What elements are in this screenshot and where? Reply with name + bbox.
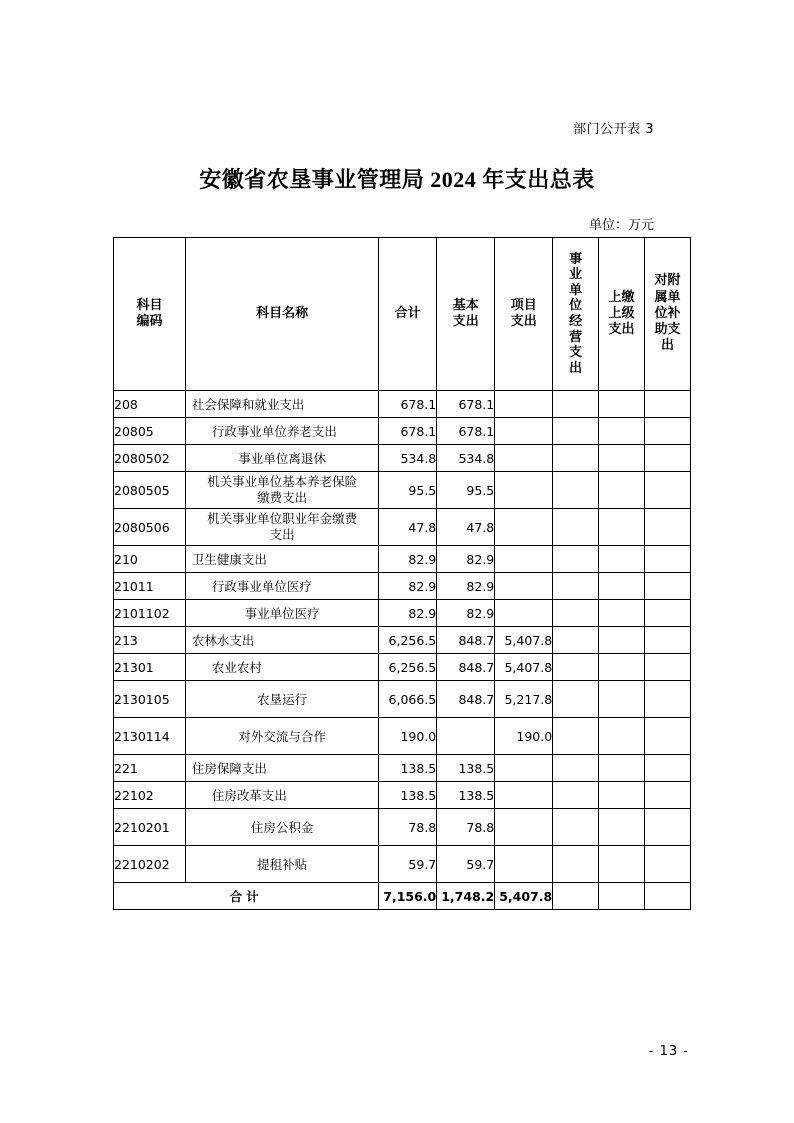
cell-code: 221 (114, 755, 186, 782)
cell-operating (553, 718, 599, 755)
cell-name: 对外交流与合作 (185, 718, 378, 755)
table-row (114, 546, 691, 573)
cell-total: 534.8 (379, 445, 437, 472)
cell-name: 事业单位医疗 (185, 600, 378, 627)
cell-total: 6,256.5 (379, 654, 437, 681)
cell-operating (553, 846, 599, 883)
column-header-upper: 上缴上级支出 (599, 238, 645, 391)
table-row (114, 782, 691, 809)
cell-name: 社会保障和就业支出 (185, 391, 378, 418)
column-header-project: 项目支出 (495, 238, 553, 391)
cell-total: 78.8 (379, 809, 437, 846)
cell-project (495, 846, 553, 883)
page-title: 安徽省农垦事业管理局 2024 年支出总表 (199, 167, 595, 192)
cell-total: 6,066.5 (379, 681, 437, 718)
cell-upper (599, 718, 645, 755)
cell-operating (553, 681, 599, 718)
cell-upper (599, 573, 645, 600)
cell-upper (599, 782, 645, 809)
cell-basic: 95.5 (437, 472, 495, 509)
cell-basic: 78.8 (437, 809, 495, 846)
cell-basic: 138.5 (437, 782, 495, 809)
cell-project (495, 509, 553, 546)
cell-name: 农林水支出 (185, 627, 378, 654)
cell-upper (599, 883, 645, 910)
cell-project (495, 755, 553, 782)
cell-total: 678.1 (379, 418, 437, 445)
cell-name: 住房保障支出 (185, 755, 378, 782)
cell-name: 事业单位离退休 (185, 445, 378, 472)
cell-basic: 848.7 (437, 627, 495, 654)
cell-subsidy (644, 627, 690, 654)
cell-total: 82.9 (379, 600, 437, 627)
cell-total: 138.5 (379, 755, 437, 782)
page-number: - 13 - (648, 1044, 689, 1059)
form-label: 部门公开表 3 (573, 122, 654, 137)
cell-project: 5,407.8 (495, 627, 553, 654)
cell-project: 5,407.8 (495, 883, 553, 910)
cell-basic: 678.1 (437, 418, 495, 445)
table-row (114, 809, 691, 846)
cell-upper (599, 681, 645, 718)
cell-total: 47.8 (379, 509, 437, 546)
cell-total: 190.0 (379, 718, 437, 755)
cell-upper (599, 445, 645, 472)
cell-upper (599, 755, 645, 782)
table-row (114, 681, 691, 718)
cell-total: 6,256.5 (379, 627, 437, 654)
cell-code: 213 (114, 627, 186, 654)
cell-project (495, 391, 553, 418)
cell-project (495, 782, 553, 809)
cell-code: 2210201 (114, 809, 186, 846)
cell-basic: 678.1 (437, 391, 495, 418)
cell-basic: 138.5 (437, 755, 495, 782)
cell-upper (599, 509, 645, 546)
cell-operating (553, 883, 599, 910)
cell-project (495, 600, 553, 627)
cell-upper (599, 846, 645, 883)
cell-project (495, 445, 553, 472)
cell-name: 卫生健康支出 (185, 546, 378, 573)
table-row (114, 418, 691, 445)
column-header-code: 科目编码 (114, 238, 186, 391)
cell-subsidy (644, 809, 690, 846)
cell-code: 2101102 (114, 600, 186, 627)
cell-subsidy (644, 883, 690, 910)
cell-subsidy (644, 718, 690, 755)
cell-basic: 848.7 (437, 681, 495, 718)
cell-basic: 82.9 (437, 546, 495, 573)
cell-upper (599, 418, 645, 445)
cell-operating (553, 472, 599, 509)
cell-subsidy (644, 546, 690, 573)
cell-total: 59.7 (379, 846, 437, 883)
cell-operating (553, 654, 599, 681)
cell-code: 2080506 (114, 509, 186, 546)
cell-subsidy (644, 472, 690, 509)
cell-code: 2130114 (114, 718, 186, 755)
cell-code: 2210202 (114, 846, 186, 883)
cell-subsidy (644, 418, 690, 445)
cell-project: 5,407.8 (495, 654, 553, 681)
cell-subsidy (644, 846, 690, 883)
cell-operating (553, 627, 599, 654)
cell-operating (553, 809, 599, 846)
cell-total: 82.9 (379, 546, 437, 573)
cell-code: 208 (114, 391, 186, 418)
cell-name: 提租补贴 (185, 846, 378, 883)
cell-upper (599, 600, 645, 627)
cell-project: 5,217.8 (495, 681, 553, 718)
cell-project (495, 573, 553, 600)
table-row (114, 718, 691, 755)
cell-operating (553, 573, 599, 600)
table-row (114, 627, 691, 654)
cell-project (495, 472, 553, 509)
cell-upper (599, 472, 645, 509)
table-total-row (114, 883, 691, 910)
cell-subsidy (644, 755, 690, 782)
cell-project (495, 809, 553, 846)
cell-subsidy (644, 654, 690, 681)
cell-code: 2130105 (114, 681, 186, 718)
cell-upper (599, 546, 645, 573)
table-body (114, 391, 691, 910)
cell-total-label: 合计 (114, 883, 379, 910)
cell-subsidy (644, 445, 690, 472)
cell-code: 22102 (114, 782, 186, 809)
cell-code: 210 (114, 546, 186, 573)
cell-code: 21301 (114, 654, 186, 681)
cell-subsidy (644, 391, 690, 418)
cell-upper (599, 654, 645, 681)
cell-name: 农业农村 (185, 654, 378, 681)
table-row (114, 573, 691, 600)
cell-upper (599, 809, 645, 846)
cell-project (495, 546, 553, 573)
cell-code: 2080505 (114, 472, 186, 509)
cell-total: 138.5 (379, 782, 437, 809)
column-header-operating: 事业单位经营支出 (553, 238, 599, 391)
cell-total: 7,156.0 (379, 883, 437, 910)
cell-name: 行政事业单位医疗 (185, 573, 378, 600)
cell-total: 95.5 (379, 472, 437, 509)
cell-subsidy (644, 573, 690, 600)
cell-upper (599, 627, 645, 654)
cell-name: 农垦运行 (185, 681, 378, 718)
table-row (114, 391, 691, 418)
cell-subsidy (644, 600, 690, 627)
cell-basic: 47.8 (437, 509, 495, 546)
cell-basic: 1,748.2 (437, 883, 495, 910)
cell-operating (553, 391, 599, 418)
cell-code: 2080502 (114, 445, 186, 472)
cell-name: 住房公积金 (185, 809, 378, 846)
table-row (114, 846, 691, 883)
table-row (114, 755, 691, 782)
cell-operating (553, 509, 599, 546)
unit-note: 单位：万元 (588, 218, 654, 233)
column-header-total: 合计 (379, 238, 437, 391)
column-header-subsidy: 对附属单位补助支出 (644, 238, 690, 391)
table-row (114, 445, 691, 472)
table-header-row (114, 238, 691, 391)
cell-name: 机关事业单位职业年金缴费支出 (185, 509, 378, 546)
cell-name: 行政事业单位养老支出 (185, 418, 378, 445)
cell-subsidy (644, 509, 690, 546)
cell-project: 190.0 (495, 718, 553, 755)
cell-operating (553, 755, 599, 782)
cell-basic (437, 718, 495, 755)
cell-operating (553, 546, 599, 573)
table-row (114, 472, 691, 509)
column-header-name: 科目名称 (185, 238, 378, 391)
table-row (114, 600, 691, 627)
cell-project (495, 418, 553, 445)
cell-basic: 59.7 (437, 846, 495, 883)
cell-subsidy (644, 681, 690, 718)
cell-code: 21011 (114, 573, 186, 600)
table-row (114, 509, 691, 546)
cell-operating (553, 782, 599, 809)
cell-total: 678.1 (379, 391, 437, 418)
cell-subsidy (644, 782, 690, 809)
cell-operating (553, 600, 599, 627)
cell-name: 机关事业单位基本养老保险缴费支出 (185, 472, 378, 509)
expenditure-table (113, 237, 691, 910)
column-header-basic: 基本支出 (437, 238, 495, 391)
cell-operating (553, 445, 599, 472)
cell-basic: 82.9 (437, 573, 495, 600)
cell-basic: 848.7 (437, 654, 495, 681)
cell-total: 82.9 (379, 573, 437, 600)
cell-basic: 82.9 (437, 600, 495, 627)
cell-code: 20805 (114, 418, 186, 445)
cell-name: 住房改革支出 (185, 782, 378, 809)
cell-upper (599, 391, 645, 418)
table-row (114, 654, 691, 681)
cell-operating (553, 418, 599, 445)
cell-basic: 534.8 (437, 445, 495, 472)
